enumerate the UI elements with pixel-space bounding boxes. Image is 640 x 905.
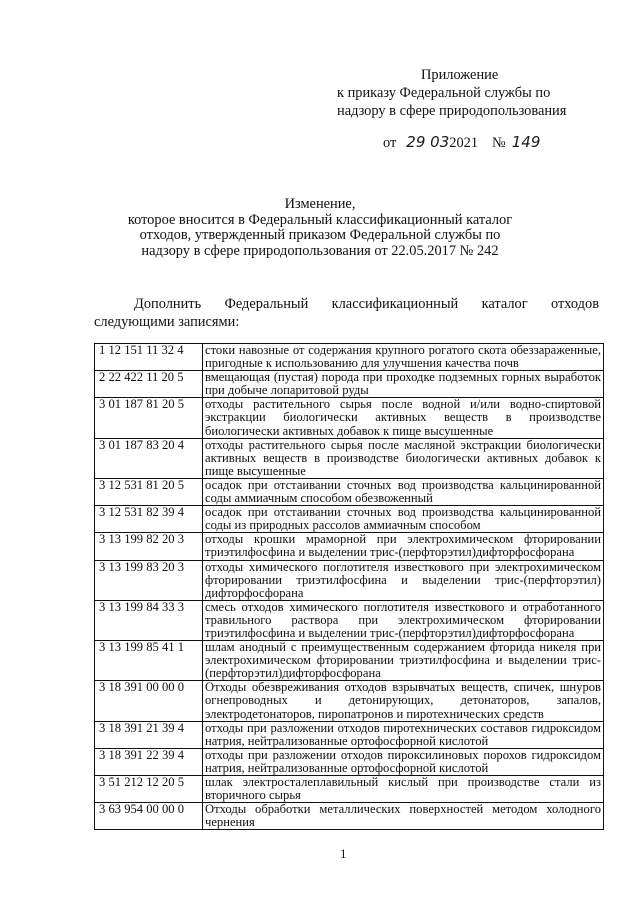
intro-line: следующими записями: — [94, 314, 240, 330]
order-number-handwritten: 149 — [511, 133, 541, 151]
waste-code-cell: 3 13 199 84 33 3 — [95, 600, 203, 640]
waste-code-cell: 3 18 391 21 39 4 — [95, 721, 203, 748]
waste-code-cell: 3 12 531 81 20 5 — [95, 478, 203, 505]
waste-description-cell: стоки навозные от содержания крупного рогатого скота обеззараженные, пригодные к использованию для улучшения качества почв — [203, 344, 604, 371]
waste-description-cell: отходы химического поглотителя известкового при электрохимическом фторировании триэтилфосфина и выделении трис-(перфторэтил) дифторфосфорана — [203, 560, 604, 600]
waste-description-cell: смесь отходов химического поглотителя известкового и отработанного травильного раствора при электрохимическом фторировании триэтилфосфина и выделении трис-(перфторэтил)дифторфосфорана — [203, 600, 604, 640]
waste-description-cell: вмещающая (пустая) порода при проходке подземных горных выработок при добыче лопаритовой руды — [203, 371, 604, 398]
appendix-line-order: к приказу Федеральной службы по — [337, 85, 551, 101]
waste-catalog-table — [94, 343, 604, 830]
waste-description-cell: Отходы обезвреживания отходов взрывчатых веществ, спичек, шнуров огнепроводных и детонирующих, детонаторов, запалов, электродетонаторов, пиропатронов и пиротехнических средств — [203, 681, 604, 721]
table-row — [95, 398, 604, 438]
table-row — [95, 600, 604, 640]
order-year: 2021 — [449, 135, 479, 151]
waste-description-cell: Отходы обработки металлических поверхностей методом холодного чернения — [203, 803, 604, 830]
table-row — [95, 506, 604, 533]
table-row — [95, 748, 604, 775]
document-title — [100, 197, 540, 259]
waste-code-cell: 3 18 391 22 39 4 — [95, 748, 203, 775]
waste-description-cell: отходы растительного сырья после масляной экстракции биологически активных веществ в производстве биологически активных добавок к пище высушенные — [203, 438, 604, 478]
table-row — [95, 803, 604, 830]
order-date-handwritten: 29 03 — [406, 133, 450, 151]
appendix-title: Приложение — [421, 67, 499, 83]
waste-catalog-body — [95, 344, 604, 830]
table-row — [95, 681, 604, 721]
waste-description-cell: отходы крошки мраморной при электрохимическом фторировании триэтилфосфина и выделении трис-(перфторэтил)дифторфосфорана — [203, 533, 604, 560]
table-row — [95, 478, 604, 505]
page-number: 1 — [340, 846, 347, 861]
waste-code-cell: 3 18 391 00 00 0 — [95, 681, 203, 721]
waste-code-cell: 3 51 212 12 20 5 — [95, 776, 203, 803]
waste-code-cell: 1 12 151 11 32 4 — [95, 344, 203, 371]
waste-code-cell: 3 63 954 00 00 0 — [95, 803, 203, 830]
waste-description-cell: отходы при разложении отходов пиротехнических составов гидроксидом натрия, нейтрализованные ортофосфорной кислотой — [203, 721, 604, 748]
title-line: Изменение, — [284, 196, 356, 212]
order-reference — [383, 133, 540, 152]
waste-code-cell: 3 13 199 82 20 3 — [95, 533, 203, 560]
waste-code-cell: 2 22 422 11 20 5 — [95, 371, 203, 398]
title-line: отходов, утвержденный приказом Федеральной службы по — [139, 227, 501, 243]
waste-code-cell: 3 13 199 83 20 3 — [95, 560, 203, 600]
waste-code-cell: 3 01 187 83 20 4 — [95, 438, 203, 478]
table-row — [95, 438, 604, 478]
waste-code-cell: 3 13 199 85 41 1 — [95, 641, 203, 681]
table-row — [95, 560, 604, 600]
order-date-prefix: от — [383, 135, 397, 151]
table-row — [95, 641, 604, 681]
waste-description-cell: осадок при отстаивании сточных вод производства кальцинированной соды аммиачным способом обезвоженный — [203, 478, 604, 505]
table-row — [95, 776, 604, 803]
table-row — [95, 721, 604, 748]
title-line: которое вносится в Федеральный классификационный каталог — [127, 211, 513, 228]
appendix-line-agency: надзору в сфере природопользования — [337, 103, 567, 119]
title-line: надзору в сфере природопользования от 22.05.2017 № 242 — [141, 242, 499, 259]
order-number-sign: № — [492, 135, 506, 151]
table-row — [95, 533, 604, 560]
waste-description-cell: отходы при разложении отходов пироксилиновых порохов гидроксидом натрия, нейтрализованные ортофосфорной кислотой — [203, 748, 604, 775]
appendix-header — [337, 66, 617, 120]
waste-description-cell: шлам анодный с преимущественным содержанием фторида никеля при электрохимическом фторировании триэтилфосфина и выделении трис-(перфторэтил)дифторфосфорана — [203, 641, 604, 681]
waste-description-cell: шлак электросталеплавильный кислый при производстве стали из вторичного сырья — [203, 776, 604, 803]
table-row — [95, 371, 604, 398]
waste-code-cell: 3 12 531 82 39 4 — [95, 506, 203, 533]
waste-description-cell: отходы растительного сырья после водной и/или водно-спиртовой экстракции биологически активных веществ в производстве биологически активных добавок к пище высушенные — [203, 398, 604, 438]
waste-code-cell: 3 01 187 81 20 5 — [95, 398, 203, 438]
table-row — [95, 344, 604, 371]
intro-line: Дополнить Федеральный классификационный каталог отходов — [134, 296, 599, 312]
waste-description-cell: осадок при отстаивании сточных вод производства кальцинированной соды из природных рассолов аммиачным способом — [203, 506, 604, 533]
intro-paragraph — [94, 295, 599, 331]
